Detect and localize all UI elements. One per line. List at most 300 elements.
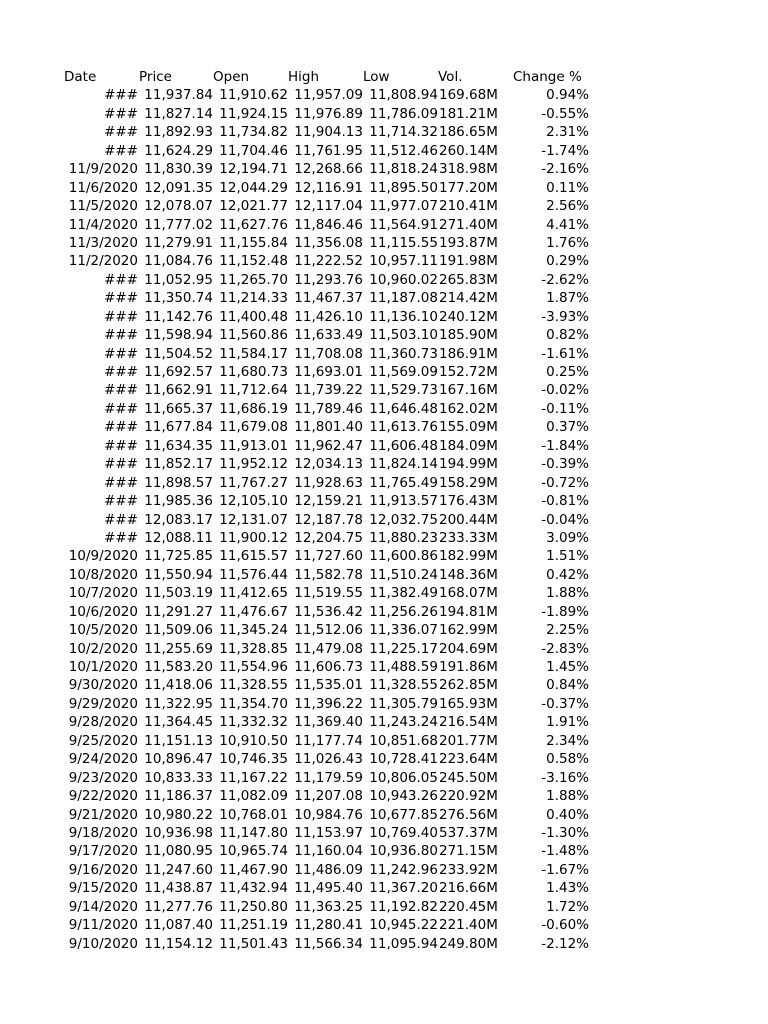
- high-cell[interactable]: 11,928.63: [294, 474, 363, 491]
- volume-cell[interactable]: 167.16M: [439, 382, 498, 399]
- high-cell[interactable]: 11,179.59: [294, 769, 363, 786]
- price-cell[interactable]: 11,418.06: [144, 677, 213, 694]
- open-cell[interactable]: 10,965.74: [219, 843, 288, 860]
- open-cell[interactable]: 11,767.27: [219, 474, 288, 491]
- low-cell[interactable]: 11,765.49: [369, 474, 438, 491]
- high-cell[interactable]: 11,536.42: [294, 603, 363, 620]
- change-cell[interactable]: -0.02%: [541, 382, 589, 399]
- volume-cell[interactable]: 221.40M: [439, 917, 498, 934]
- open-cell[interactable]: 11,354.70: [219, 695, 288, 712]
- high-cell[interactable]: 11,976.89: [294, 105, 363, 122]
- volume-cell[interactable]: 186.65M: [439, 124, 498, 141]
- low-cell[interactable]: 11,600.86: [369, 548, 438, 565]
- low-cell[interactable]: 10,806.05: [369, 769, 438, 786]
- high-cell[interactable]: 11,512.06: [294, 622, 363, 639]
- low-cell[interactable]: 11,646.48: [369, 400, 438, 417]
- low-cell[interactable]: 11,818.24: [369, 161, 438, 178]
- volume-cell[interactable]: 204.69M: [439, 640, 498, 657]
- change-cell[interactable]: 0.29%: [546, 253, 589, 270]
- change-cell[interactable]: -1.30%: [541, 824, 589, 841]
- low-cell[interactable]: 11,880.23: [369, 529, 438, 546]
- low-cell[interactable]: 11,136.10: [369, 308, 438, 325]
- volume-cell[interactable]: 162.02M: [439, 400, 498, 417]
- high-cell[interactable]: 11,566.34: [294, 935, 363, 952]
- high-cell[interactable]: 11,486.09: [294, 861, 363, 878]
- price-cell[interactable]: 11,985.36: [144, 493, 213, 510]
- low-cell[interactable]: 11,382.49: [369, 585, 438, 602]
- price-cell[interactable]: 11,598.94: [144, 327, 213, 344]
- price-cell[interactable]: 11,084.76: [144, 253, 213, 270]
- high-cell[interactable]: 11,801.40: [294, 419, 363, 436]
- high-cell[interactable]: 12,268.66: [294, 161, 363, 178]
- change-cell[interactable]: 0.94%: [546, 87, 589, 104]
- change-cell[interactable]: 1.76%: [546, 234, 589, 251]
- price-cell[interactable]: 11,852.17: [144, 456, 213, 473]
- low-cell[interactable]: 11,606.48: [369, 437, 438, 454]
- change-cell[interactable]: 0.11%: [546, 179, 589, 196]
- high-cell[interactable]: 11,962.47: [294, 437, 363, 454]
- high-cell[interactable]: 11,026.43: [294, 751, 363, 768]
- change-cell[interactable]: -0.72%: [541, 474, 589, 491]
- volume-cell[interactable]: 182.99M: [439, 548, 498, 565]
- date-cell[interactable]: ###: [104, 493, 138, 510]
- high-cell[interactable]: 12,034.13: [294, 456, 363, 473]
- price-cell[interactable]: 11,438.87: [144, 880, 213, 897]
- high-cell[interactable]: 11,153.97: [294, 824, 363, 841]
- date-cell[interactable]: 9/15/2020: [68, 880, 138, 897]
- date-cell[interactable]: ###: [104, 290, 138, 307]
- low-cell[interactable]: 11,808.94: [369, 87, 438, 104]
- volume-cell[interactable]: 240.12M: [439, 308, 498, 325]
- date-cell[interactable]: 11/9/2020: [68, 161, 138, 178]
- date-cell[interactable]: 11/2/2020: [68, 253, 138, 270]
- date-cell[interactable]: 9/14/2020: [68, 898, 138, 915]
- price-cell[interactable]: 11,777.02: [144, 216, 213, 233]
- high-cell[interactable]: 11,495.40: [294, 880, 363, 897]
- volume-cell[interactable]: 168.07M: [439, 585, 498, 602]
- change-cell[interactable]: 0.40%: [546, 806, 589, 823]
- volume-cell[interactable]: 271.15M: [439, 843, 498, 860]
- change-cell[interactable]: 1.51%: [546, 548, 589, 565]
- high-cell[interactable]: 12,159.21: [294, 493, 363, 510]
- open-cell[interactable]: 10,910.50: [219, 732, 288, 749]
- change-cell[interactable]: 2.34%: [546, 732, 589, 749]
- low-cell[interactable]: 10,851.68: [369, 732, 438, 749]
- change-cell[interactable]: 1.45%: [546, 659, 589, 675]
- price-cell[interactable]: 11,692.57: [144, 364, 213, 380]
- high-cell[interactable]: 11,739.22: [294, 382, 363, 399]
- price-cell[interactable]: 11,665.37: [144, 400, 213, 417]
- price-cell[interactable]: 11,725.85: [144, 548, 213, 565]
- low-cell[interactable]: 10,945.22: [369, 917, 438, 934]
- volume-cell[interactable]: 184.09M: [439, 437, 498, 454]
- price-cell[interactable]: 11,142.76: [144, 308, 213, 325]
- price-cell[interactable]: 11,247.60: [144, 861, 213, 878]
- volume-cell[interactable]: 214.42M: [439, 290, 498, 307]
- open-cell[interactable]: 11,265.70: [219, 271, 288, 288]
- date-cell[interactable]: 9/11/2020: [68, 917, 138, 934]
- low-cell[interactable]: 11,095.94: [369, 935, 438, 952]
- volume-cell[interactable]: 177.20M: [439, 179, 498, 196]
- change-cell[interactable]: 1.43%: [546, 880, 589, 897]
- open-cell[interactable]: 12,105.10: [219, 493, 288, 510]
- high-cell[interactable]: 11,222.52: [294, 253, 363, 270]
- high-cell[interactable]: 11,789.46: [294, 400, 363, 417]
- volume-cell[interactable]: 148.36M: [439, 566, 498, 583]
- price-cell[interactable]: 11,052.95: [144, 271, 213, 288]
- price-cell[interactable]: 11,937.84: [144, 87, 213, 104]
- volume-cell[interactable]: 185.90M: [439, 327, 498, 344]
- change-cell[interactable]: 0.84%: [546, 677, 589, 694]
- open-cell[interactable]: 12,021.77: [219, 198, 288, 215]
- change-cell[interactable]: -0.60%: [541, 917, 589, 934]
- high-cell[interactable]: 11,582.78: [294, 566, 363, 583]
- open-cell[interactable]: 11,167.22: [219, 769, 288, 786]
- change-cell[interactable]: 1.88%: [546, 788, 589, 805]
- header-low[interactable]: Low: [363, 69, 390, 85]
- volume-cell[interactable]: 169.68M: [439, 87, 498, 104]
- price-cell[interactable]: 12,078.07: [144, 198, 213, 215]
- open-cell[interactable]: 11,554.96: [219, 659, 288, 675]
- low-cell[interactable]: 11,714.32: [369, 124, 438, 141]
- high-cell[interactable]: 11,693.01: [294, 364, 363, 380]
- date-cell[interactable]: 9/10/2020: [68, 935, 138, 952]
- open-cell[interactable]: 11,476.67: [219, 603, 288, 620]
- volume-cell[interactable]: 194.81M: [439, 603, 498, 620]
- low-cell[interactable]: 11,305.79: [369, 695, 438, 712]
- volume-cell[interactable]: 318.98M: [439, 161, 498, 178]
- date-cell[interactable]: 9/22/2020: [68, 788, 138, 805]
- date-cell[interactable]: 9/16/2020: [68, 861, 138, 878]
- price-cell[interactable]: 10,936.98: [144, 824, 213, 841]
- date-cell[interactable]: ###: [104, 382, 138, 399]
- high-cell[interactable]: 11,957.09: [294, 87, 363, 104]
- volume-cell[interactable]: 220.45M: [439, 898, 498, 915]
- low-cell[interactable]: 11,360.73: [369, 345, 438, 362]
- open-cell[interactable]: 11,900.12: [219, 529, 288, 546]
- date-cell[interactable]: ###: [104, 308, 138, 325]
- change-cell[interactable]: 0.42%: [546, 566, 589, 583]
- open-cell[interactable]: 11,250.80: [219, 898, 288, 915]
- open-cell[interactable]: 11,686.19: [219, 400, 288, 417]
- date-cell[interactable]: 10/8/2020: [68, 566, 138, 583]
- date-cell[interactable]: ###: [104, 511, 138, 528]
- date-cell[interactable]: ###: [104, 142, 138, 159]
- high-cell[interactable]: 11,846.46: [294, 216, 363, 233]
- price-cell[interactable]: 10,833.33: [144, 769, 213, 786]
- date-cell[interactable]: 11/4/2020: [68, 216, 138, 233]
- low-cell[interactable]: 10,960.02: [369, 271, 438, 288]
- volume-cell[interactable]: 233.33M: [439, 529, 498, 546]
- date-cell[interactable]: 11/5/2020: [68, 198, 138, 215]
- date-cell[interactable]: ###: [104, 271, 138, 288]
- change-cell[interactable]: -0.55%: [541, 105, 589, 122]
- low-cell[interactable]: 11,243.24: [369, 714, 438, 731]
- high-cell[interactable]: 11,708.08: [294, 345, 363, 362]
- high-cell[interactable]: 11,363.25: [294, 898, 363, 915]
- high-cell[interactable]: 10,984.76: [294, 806, 363, 823]
- open-cell[interactable]: 10,768.01: [219, 806, 288, 823]
- high-cell[interactable]: 11,280.41: [294, 917, 363, 934]
- price-cell[interactable]: 12,088.11: [144, 529, 213, 546]
- change-cell[interactable]: 0.37%: [546, 419, 589, 436]
- open-cell[interactable]: 11,328.85: [219, 640, 288, 657]
- change-cell[interactable]: 0.58%: [546, 751, 589, 768]
- change-cell[interactable]: -3.93%: [541, 308, 589, 325]
- date-cell[interactable]: ###: [104, 419, 138, 436]
- low-cell[interactable]: 11,115.55: [369, 234, 438, 251]
- low-cell[interactable]: 11,613.76: [369, 419, 438, 436]
- low-cell[interactable]: 11,564.91: [369, 216, 438, 233]
- price-cell[interactable]: 11,892.93: [144, 124, 213, 141]
- date-cell[interactable]: ###: [104, 345, 138, 362]
- open-cell[interactable]: 11,251.19: [219, 917, 288, 934]
- low-cell[interactable]: 11,569.09: [369, 364, 438, 380]
- high-cell[interactable]: 11,396.22: [294, 695, 363, 712]
- volume-cell[interactable]: 152.72M: [439, 364, 498, 380]
- change-cell[interactable]: -2.62%: [541, 271, 589, 288]
- price-cell[interactable]: 11,080.95: [144, 843, 213, 860]
- date-cell[interactable]: ###: [104, 105, 138, 122]
- price-cell[interactable]: 11,322.95: [144, 695, 213, 712]
- price-cell[interactable]: 11,662.91: [144, 382, 213, 399]
- open-cell[interactable]: 11,400.48: [219, 308, 288, 325]
- open-cell[interactable]: 11,913.01: [219, 437, 288, 454]
- open-cell[interactable]: 11,910.62: [219, 87, 288, 104]
- high-cell[interactable]: 11,606.73: [294, 659, 363, 675]
- date-cell[interactable]: 10/5/2020: [68, 622, 138, 639]
- high-cell[interactable]: 11,160.04: [294, 843, 363, 860]
- open-cell[interactable]: 11,952.12: [219, 456, 288, 473]
- high-cell[interactable]: 11,519.55: [294, 585, 363, 602]
- low-cell[interactable]: 10,936.80: [369, 843, 438, 860]
- change-cell[interactable]: -0.81%: [541, 493, 589, 510]
- open-cell[interactable]: 11,155.84: [219, 234, 288, 251]
- date-cell[interactable]: 10/7/2020: [68, 585, 138, 602]
- low-cell[interactable]: 11,913.57: [369, 493, 438, 510]
- date-cell[interactable]: 10/2/2020: [68, 640, 138, 657]
- change-cell[interactable]: -2.83%: [541, 640, 589, 657]
- date-cell[interactable]: 9/24/2020: [68, 751, 138, 768]
- volume-cell[interactable]: 262.85M: [439, 677, 498, 694]
- volume-cell[interactable]: 265.83M: [439, 271, 498, 288]
- volume-cell[interactable]: 216.66M: [439, 880, 498, 897]
- open-cell[interactable]: 11,627.76: [219, 216, 288, 233]
- date-cell[interactable]: 9/18/2020: [68, 824, 138, 841]
- high-cell[interactable]: 11,479.08: [294, 640, 363, 657]
- high-cell[interactable]: 11,207.08: [294, 788, 363, 805]
- change-cell[interactable]: -2.12%: [541, 935, 589, 952]
- change-cell[interactable]: 1.88%: [546, 585, 589, 602]
- volume-cell[interactable]: 181.21M: [439, 105, 498, 122]
- open-cell[interactable]: 11,501.43: [219, 935, 288, 952]
- change-cell[interactable]: 2.56%: [546, 198, 589, 215]
- volume-cell[interactable]: 276.56M: [439, 806, 498, 823]
- open-cell[interactable]: 11,082.09: [219, 788, 288, 805]
- price-cell[interactable]: 11,583.20: [144, 659, 213, 675]
- low-cell[interactable]: 11,977.07: [369, 198, 438, 215]
- low-cell[interactable]: 11,512.46: [369, 142, 438, 159]
- header-high[interactable]: High: [288, 69, 320, 85]
- price-cell[interactable]: 11,503.19: [144, 585, 213, 602]
- change-cell[interactable]: -3.16%: [541, 769, 589, 786]
- open-cell[interactable]: 12,044.29: [219, 179, 288, 196]
- price-cell[interactable]: 11,154.12: [144, 935, 213, 952]
- change-cell[interactable]: 4.41%: [546, 216, 589, 233]
- volume-cell[interactable]: 191.86M: [439, 659, 498, 675]
- open-cell[interactable]: 10,746.35: [219, 751, 288, 768]
- header-change[interactable]: Change %: [513, 69, 582, 85]
- price-cell[interactable]: 11,509.06: [144, 622, 213, 639]
- volume-cell[interactable]: 158.29M: [439, 474, 498, 491]
- header-date[interactable]: Date: [64, 69, 97, 85]
- high-cell[interactable]: 11,633.49: [294, 327, 363, 344]
- price-cell[interactable]: 11,087.40: [144, 917, 213, 934]
- change-cell[interactable]: 3.09%: [546, 529, 589, 546]
- price-cell[interactable]: 11,186.37: [144, 788, 213, 805]
- change-cell[interactable]: -2.16%: [541, 161, 589, 178]
- price-cell[interactable]: 11,827.14: [144, 105, 213, 122]
- date-cell[interactable]: 9/23/2020: [68, 769, 138, 786]
- price-cell[interactable]: 11,364.45: [144, 714, 213, 731]
- high-cell[interactable]: 12,116.91: [294, 179, 363, 196]
- open-cell[interactable]: 11,680.73: [219, 364, 288, 380]
- low-cell[interactable]: 11,786.09: [369, 105, 438, 122]
- high-cell[interactable]: 11,761.95: [294, 142, 363, 159]
- date-cell[interactable]: ###: [104, 474, 138, 491]
- price-cell[interactable]: 11,151.13: [144, 732, 213, 749]
- high-cell[interactable]: 12,204.75: [294, 529, 363, 546]
- date-cell[interactable]: ###: [104, 529, 138, 546]
- low-cell[interactable]: 10,677.85: [369, 806, 438, 823]
- open-cell[interactable]: 11,924.15: [219, 105, 288, 122]
- open-cell[interactable]: 11,467.90: [219, 861, 288, 878]
- open-cell[interactable]: 11,615.57: [219, 548, 288, 565]
- change-cell[interactable]: 1.72%: [546, 898, 589, 915]
- header-price[interactable]: Price: [139, 69, 172, 85]
- high-cell[interactable]: 11,356.08: [294, 234, 363, 251]
- volume-cell[interactable]: 193.87M: [439, 234, 498, 251]
- low-cell[interactable]: 11,192.82: [369, 898, 438, 915]
- volume-cell[interactable]: 191.98M: [439, 253, 498, 270]
- open-cell[interactable]: 11,704.46: [219, 142, 288, 159]
- volume-cell[interactable]: 260.14M: [439, 142, 498, 159]
- date-cell[interactable]: 9/17/2020: [68, 843, 138, 860]
- date-cell[interactable]: ###: [104, 87, 138, 104]
- price-cell[interactable]: 11,624.29: [144, 142, 213, 159]
- open-cell[interactable]: 11,147.80: [219, 824, 288, 841]
- open-cell[interactable]: 11,152.48: [219, 253, 288, 270]
- header-vol[interactable]: Vol.: [438, 69, 463, 85]
- open-cell[interactable]: 11,345.24: [219, 622, 288, 639]
- change-cell[interactable]: 0.82%: [546, 327, 589, 344]
- price-cell[interactable]: 11,830.39: [144, 161, 213, 178]
- open-cell[interactable]: 11,734.82: [219, 124, 288, 141]
- low-cell[interactable]: 11,225.17: [369, 640, 438, 657]
- open-cell[interactable]: 11,432.94: [219, 880, 288, 897]
- date-cell[interactable]: ###: [104, 327, 138, 344]
- open-cell[interactable]: 11,560.86: [219, 327, 288, 344]
- volume-cell[interactable]: 216.54M: [439, 714, 498, 731]
- change-cell[interactable]: -0.39%: [541, 456, 589, 473]
- low-cell[interactable]: 11,895.50: [369, 179, 438, 196]
- date-cell[interactable]: ###: [104, 456, 138, 473]
- change-cell[interactable]: 0.25%: [546, 364, 589, 380]
- low-cell[interactable]: 11,187.08: [369, 290, 438, 307]
- price-cell[interactable]: 11,677.84: [144, 419, 213, 436]
- high-cell[interactable]: 11,467.37: [294, 290, 363, 307]
- price-cell[interactable]: 11,279.91: [144, 234, 213, 251]
- low-cell[interactable]: 11,488.59: [369, 659, 438, 675]
- date-cell[interactable]: ###: [104, 400, 138, 417]
- date-cell[interactable]: 10/1/2020: [68, 659, 138, 675]
- price-cell[interactable]: 11,550.94: [144, 566, 213, 583]
- date-cell[interactable]: 9/30/2020: [68, 677, 138, 694]
- date-cell[interactable]: 10/9/2020: [68, 548, 138, 565]
- price-cell[interactable]: 11,504.52: [144, 345, 213, 362]
- high-cell[interactable]: 11,904.13: [294, 124, 363, 141]
- date-cell[interactable]: 9/21/2020: [68, 806, 138, 823]
- change-cell[interactable]: -0.04%: [541, 511, 589, 528]
- open-cell[interactable]: 11,328.55: [219, 677, 288, 694]
- date-cell[interactable]: 9/25/2020: [68, 732, 138, 749]
- volume-cell[interactable]: 210.41M: [439, 198, 498, 215]
- low-cell[interactable]: 10,957.11: [369, 253, 438, 270]
- high-cell[interactable]: 11,535.01: [294, 677, 363, 694]
- open-cell[interactable]: 11,584.17: [219, 345, 288, 362]
- date-cell[interactable]: ###: [104, 124, 138, 141]
- open-cell[interactable]: 11,712.64: [219, 382, 288, 399]
- high-cell[interactable]: 11,293.76: [294, 271, 363, 288]
- price-cell[interactable]: 11,634.35: [144, 437, 213, 454]
- open-cell[interactable]: 12,131.07: [219, 511, 288, 528]
- open-cell[interactable]: 11,576.44: [219, 566, 288, 583]
- change-cell[interactable]: -0.37%: [541, 695, 589, 712]
- low-cell[interactable]: 10,769.40: [369, 824, 438, 841]
- volume-cell[interactable]: 186.91M: [439, 345, 498, 362]
- change-cell[interactable]: 1.87%: [546, 290, 589, 307]
- low-cell[interactable]: 11,529.73: [369, 382, 438, 399]
- price-cell[interactable]: 12,083.17: [144, 511, 213, 528]
- volume-cell[interactable]: 537.37M: [439, 824, 498, 841]
- low-cell[interactable]: 10,728.41: [369, 751, 438, 768]
- high-cell[interactable]: 11,177.74: [294, 732, 363, 749]
- volume-cell[interactable]: 165.93M: [439, 695, 498, 712]
- open-cell[interactable]: 11,412.65: [219, 585, 288, 602]
- volume-cell[interactable]: 200.44M: [439, 511, 498, 528]
- low-cell[interactable]: 11,328.55: [369, 677, 438, 694]
- volume-cell[interactable]: 155.09M: [439, 419, 498, 436]
- volume-cell[interactable]: 162.99M: [439, 622, 498, 639]
- volume-cell[interactable]: 223.64M: [439, 751, 498, 768]
- low-cell[interactable]: 11,503.10: [369, 327, 438, 344]
- volume-cell[interactable]: 220.92M: [439, 788, 498, 805]
- volume-cell[interactable]: 245.50M: [439, 769, 498, 786]
- open-cell[interactable]: 12,194.71: [219, 161, 288, 178]
- change-cell[interactable]: 1.91%: [546, 714, 589, 731]
- change-cell[interactable]: -1.89%: [541, 603, 589, 620]
- volume-cell[interactable]: 249.80M: [439, 935, 498, 952]
- price-cell[interactable]: 10,896.47: [144, 751, 213, 768]
- price-cell[interactable]: 11,277.76: [144, 898, 213, 915]
- price-cell[interactable]: 12,091.35: [144, 179, 213, 196]
- price-cell[interactable]: 11,291.27: [144, 603, 213, 620]
- low-cell[interactable]: 12,032.75: [369, 511, 438, 528]
- change-cell[interactable]: -1.48%: [541, 843, 589, 860]
- date-cell[interactable]: 9/29/2020: [68, 695, 138, 712]
- low-cell[interactable]: 11,824.14: [369, 456, 438, 473]
- open-cell[interactable]: 11,679.08: [219, 419, 288, 436]
